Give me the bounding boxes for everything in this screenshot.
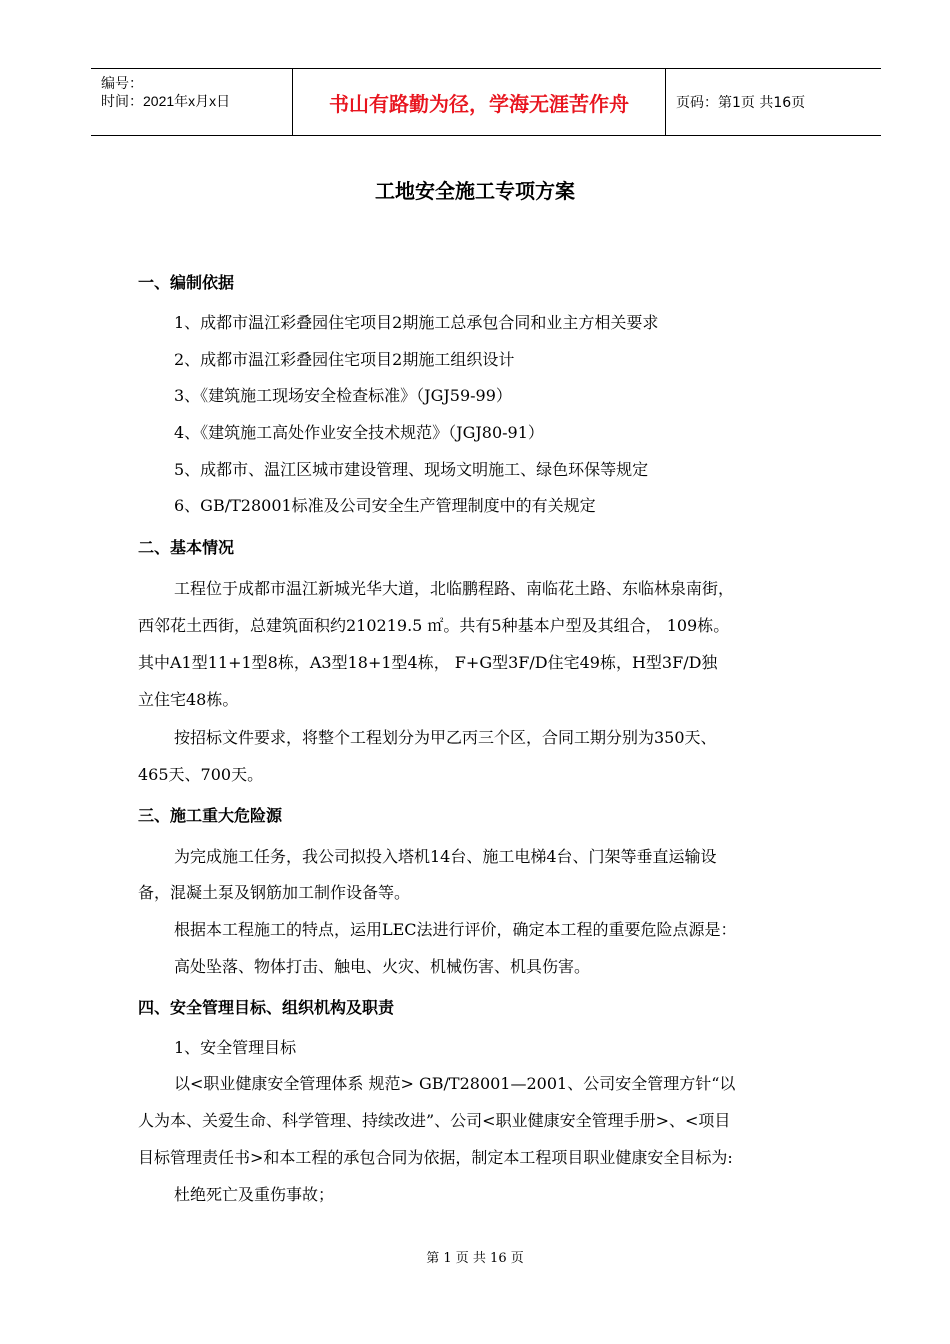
paragraph-line: 其中A1型11+1型8栋，A3型18+1型4栋， F+G型3F/D住宅49栋，H型3F/D独 [138,653,718,672]
section-heading-1: 一、编制依据 [138,273,235,292]
paragraph-line: 按招标文件要求，将整个工程划分为甲乙丙三个区，合同工期分别为350天、 [174,728,717,747]
list-item: 1、成都市温江彩叠园住宅项目2期施工总承包合同和业主方相关要求 [174,313,659,332]
number-label: 编号： [101,75,143,91]
list-item: 3、《建筑施工现场安全检查标准》（JGJ59-99） [174,386,512,405]
paragraph-line: 根据本工程施工的特点，运用LEC法进行评价，确定本工程的重要危险点源是： [174,920,737,939]
paragraph-line: 目标管理责任书>和本工程的承包合同为依据，制定本工程项目职业健康安全目标为: [138,1148,733,1167]
paragraph-line: 工程位于成都市温江新城光华大道，北临鹏程路、南临花土路、东临林泉南街， [174,579,735,598]
motto: 书山有路勤为径，学海无涯苦作舟 [293,69,666,135]
paragraph-line: 备，混凝土泵及钢筋加工制作设备等。 [138,883,411,902]
paragraph-line: 465天、700天。 [138,765,264,784]
paragraph-line: 1、安全管理目标 [174,1038,297,1057]
paragraph-line: 高处坠落、物体打击、触电、火灾、机械伤害、机具伤害。 [174,957,591,976]
list-item: 6、GB/T28001标准及公司安全生产管理制度中的有关规定 [174,496,596,515]
section-heading-2: 二、基本情况 [138,538,235,557]
list-item: 5、成都市、温江区城市建设管理、现场文明施工、绿色环保等规定 [174,460,649,479]
time-label: 时间：2021年x月x日 [101,93,231,109]
list-item: 4、《建筑施工高处作业安全技术规范》（JGJ80-91） [174,423,544,442]
document-title: 工地安全施工专项方案 [375,179,575,203]
paragraph-line: 人为本、关爱生命、科学管理、持续改进”、公司<职业健康安全管理手册>、<项目 [138,1111,731,1130]
section-heading-4: 四、安全管理目标、组织机构及职责 [138,998,395,1017]
list-item: 2、成都市温江彩叠园住宅项目2期施工组织设计 [174,350,515,369]
paragraph-line: 立住宅48栋。 [138,690,239,709]
page-footer: 第 1 页 共 16 页 [426,1251,524,1266]
paragraph-line: 为完成施工任务，我公司拟投入塔机14台、施工电梯4台、门架等垂直运输设 [174,847,717,866]
paragraph-line: 以<职业健康安全管理体系 规范> GB/T28001—2001、公司安全管理方针“以 [174,1074,736,1093]
paragraph-line: 西邻花土西街，总建筑面积约210219.5 ㎡。共有5种基本户型及其组合， 109栋。 [138,616,730,635]
header-table [91,68,881,136]
paragraph-line: 杜绝死亡及重伤事故； [174,1185,335,1204]
page-label: 页码：第1页 共16页 [676,95,806,111]
header-left-cell [91,69,293,135]
section-heading-3: 三、施工重大危险源 [138,806,283,825]
